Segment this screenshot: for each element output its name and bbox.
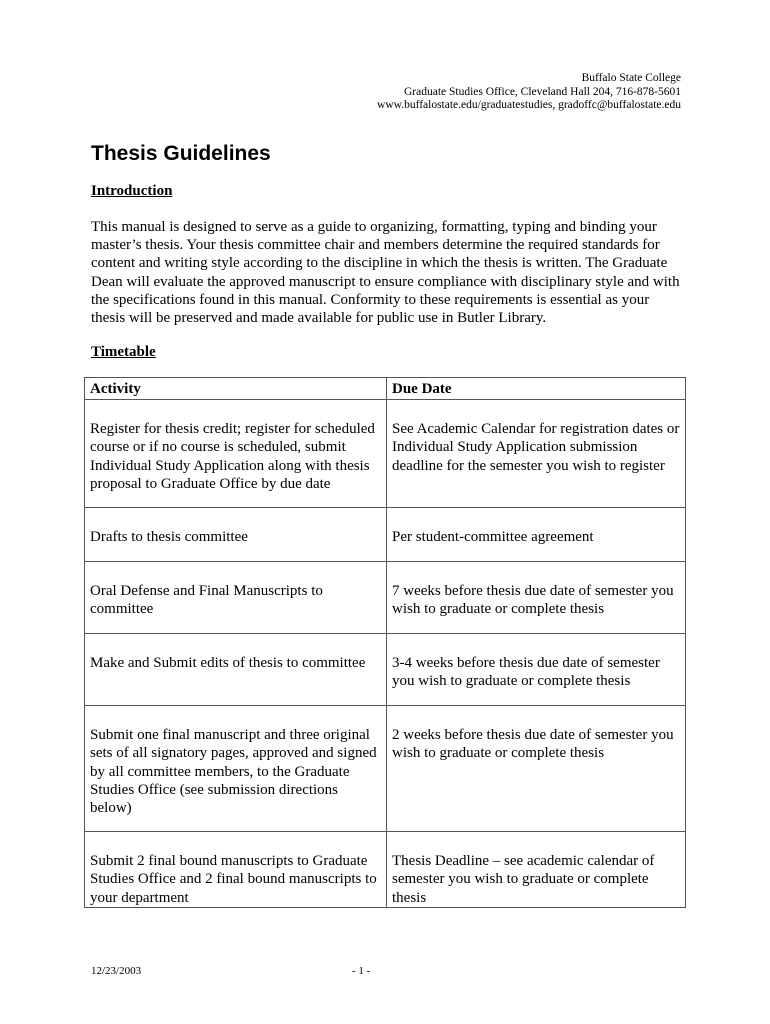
activity-cell: Make and Submit edits of thesis to committee — [85, 634, 387, 706]
header-contact: www.buffalostate.edu/graduatestudies, gradoffc@buffalostate.edu — [377, 99, 681, 111]
activity-cell: Register for thesis credit; register for scheduled course or if no course is scheduled, submit Individual Study Application along with thesis proposal to Graduate Office by due date — [85, 400, 387, 508]
activity-cell: Submit one final manuscript and three original sets of all signatory pages, approved and signed by all committee members, to the Graduate Studies Office (see submission directions below) — [85, 706, 387, 832]
footer-date: 12/23/2003 — [91, 965, 142, 977]
due-date-cell: Per student-committee agreement — [387, 508, 686, 562]
due-date-cell: 7 weeks before thesis due date of semester you wish to graduate or complete thesis — [387, 562, 686, 634]
page-title: Thesis Guidelines — [91, 142, 271, 165]
document-header — [377, 72, 681, 113]
activity-cell: Oral Defense and Final Manuscripts to committee — [85, 562, 387, 634]
page-number: - 1 - — [352, 965, 371, 977]
introduction-body: This manual is designed to serve as a guide to organizing, formatting, typing and binding your master’s thesis. Your thesis committee chair and members determine the required standards for content and writing style according to the discipline in which the thesis is written. The Graduate Dean will evaluate the approved manuscript to ensure compliance with disciplinary style and with the specifications found in this manual. Conformity to these requirements is essential as your thesis will be preserved and made available for public use in Butler Library. — [91, 219, 680, 327]
introduction-heading: Introduction — [91, 183, 173, 199]
table-row — [85, 832, 686, 908]
activity-cell: Submit 2 final bound manuscripts to Graduate Studies Office and 2 final bound manuscripts to your department — [85, 832, 387, 908]
header-college: Buffalo State College — [581, 72, 681, 84]
table-row — [85, 706, 686, 832]
timetable-table — [84, 377, 686, 908]
table-row — [85, 634, 686, 706]
table-row — [85, 508, 686, 562]
due-date-cell: 3-4 weeks before thesis due date of semester you wish to graduate or complete thesis — [387, 634, 686, 706]
column-header-due-date: Due Date — [387, 378, 686, 400]
due-date-cell: See Academic Calendar for registration dates or Individual Study Application submission deadline for the semester you wish to register — [387, 400, 686, 508]
table-row — [85, 562, 686, 634]
due-date-cell: Thesis Deadline – see academic calendar of semester you wish to graduate or complete thesis — [387, 832, 686, 908]
activity-cell: Drafts to thesis committee — [85, 508, 387, 562]
column-header-activity: Activity — [85, 378, 387, 400]
table-header-row — [85, 378, 686, 400]
table-row — [85, 400, 686, 508]
header-office: Graduate Studies Office, Cleveland Hall 204, 716-878-5601 — [404, 85, 681, 98]
timetable-heading: Timetable — [91, 344, 156, 360]
due-date-cell: 2 weeks before thesis due date of semester you wish to graduate or complete thesis — [387, 706, 686, 832]
